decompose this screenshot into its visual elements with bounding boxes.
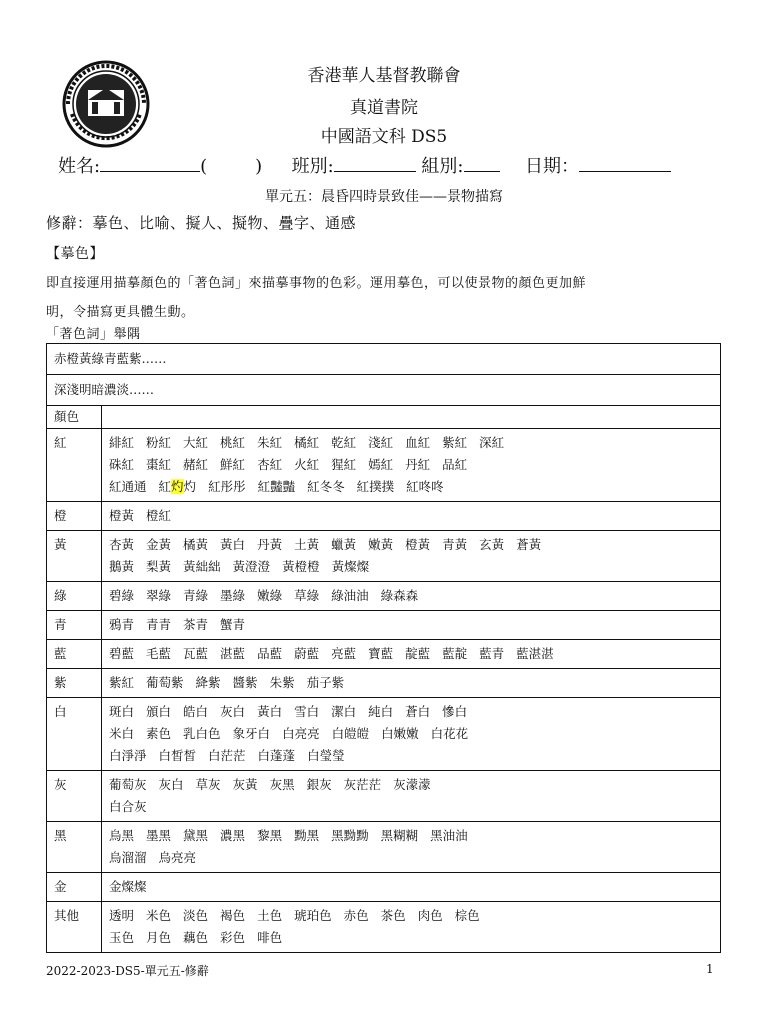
color-word: 血紅 xyxy=(405,435,431,450)
color-word: 葡萄灰 xyxy=(109,777,147,792)
color-word: 湛藍 xyxy=(220,646,246,661)
color-word: 碧綠 xyxy=(109,588,135,603)
color-word: 乳白色 xyxy=(183,726,221,741)
definition-line-1: 即直接運用描摹顏色的「著色詞」來描摹事物的色彩。運用摹色，可以使景物的顏色更加鮮 xyxy=(46,276,587,291)
color-words-cell xyxy=(102,822,721,873)
category-label: 橙 xyxy=(47,502,102,531)
footer-doc-code: 2022-2023-DS5-單元五-修辭 xyxy=(46,964,209,978)
color-word: 黑黝黝 xyxy=(331,828,369,843)
color-word: 灰茫茫 xyxy=(343,777,382,792)
name-label: 姓名: xyxy=(58,156,101,177)
color-words-cell xyxy=(102,611,721,640)
color-word: 棕色 xyxy=(454,908,480,923)
color-word: 黛黑 xyxy=(183,828,209,843)
color-word: 烏亮亮 xyxy=(158,850,197,865)
color-word: 白亮亮 xyxy=(282,726,320,741)
color-word: 慘白 xyxy=(442,704,468,719)
color-word: 黃橙橙 xyxy=(282,559,320,574)
color-word: 紅咚咚 xyxy=(406,479,444,494)
color-word: 赤色 xyxy=(343,908,369,923)
color-words-cell xyxy=(102,698,721,771)
color-word: 濃黑 xyxy=(220,828,246,843)
table-row xyxy=(47,873,721,902)
color-word: 橘紅 xyxy=(294,435,320,450)
color-word: 紫紅 xyxy=(442,435,468,450)
color-word: 斑白 xyxy=(109,704,135,719)
color-word: 橙紅 xyxy=(146,508,172,523)
row-basic-colors: 赤橙黃綠青藍紫…… xyxy=(47,344,721,375)
color-word: 土色 xyxy=(257,908,283,923)
table-row xyxy=(47,698,721,771)
color-word: 緋紅 xyxy=(109,435,135,450)
color-word: 乾紅 xyxy=(331,435,357,450)
color-words-cell xyxy=(102,531,721,582)
category-label: 白 xyxy=(47,698,102,771)
definition-line-2: 明，令描寫更具體生動。 xyxy=(46,305,195,320)
color-word: 黝黑 xyxy=(294,828,320,843)
color-word: 蠟黃 xyxy=(331,537,357,552)
color-word: 烏黑 xyxy=(109,828,135,843)
paren-close: ) xyxy=(255,156,263,177)
color-word: 黃白 xyxy=(257,704,283,719)
color-words-cell xyxy=(102,873,721,902)
color-word: 嫩綠 xyxy=(257,588,283,603)
color-word: 茶色 xyxy=(380,908,406,923)
category-label: 灰 xyxy=(47,771,102,822)
color-word: 白皙皙 xyxy=(158,748,197,763)
color-word: 象牙白 xyxy=(232,726,271,741)
color-words-cell xyxy=(102,669,721,698)
color-word: 紅通通 xyxy=(109,479,147,494)
color-words-table xyxy=(46,343,721,953)
color-word: 品藍 xyxy=(257,646,283,661)
color-words-cell xyxy=(102,582,721,611)
color-words-cell xyxy=(102,502,721,531)
unit-title: 單元五：晨昏四時景致佳——景物描寫 xyxy=(265,189,503,205)
color-words-cell xyxy=(102,429,721,502)
color-word: 褐色 xyxy=(220,908,246,923)
color-word-line xyxy=(109,534,713,556)
color-word: 月色 xyxy=(146,930,172,945)
color-word: 青青 xyxy=(146,617,172,632)
color-word: 粉紅 xyxy=(146,435,172,450)
row-shades: 深淺明暗濃淡…… xyxy=(47,375,721,406)
color-word: 梨黃 xyxy=(146,559,172,574)
color-word: 丹紅 xyxy=(405,457,431,472)
color-word: 玉色 xyxy=(109,930,135,945)
color-word: 紅冬冬 xyxy=(307,479,345,494)
color-word: 杏黃 xyxy=(109,537,135,552)
color-word: 藍青 xyxy=(479,646,505,661)
color-word: 鵝黃 xyxy=(109,559,135,574)
color-word-line xyxy=(109,476,713,498)
color-word: 灰白 xyxy=(220,704,246,719)
category-label: 其他 xyxy=(47,902,102,953)
rhetoric-list: 修辭：摹色、比喻、擬人、擬物、疊字、通感 xyxy=(46,214,357,232)
color-word: 紅灼灼 xyxy=(158,479,197,494)
student-info-fields xyxy=(58,152,671,178)
color-word-line xyxy=(109,905,713,927)
table-row xyxy=(47,669,721,698)
color-word: 灰白 xyxy=(158,777,184,792)
color-word: 蒼白 xyxy=(405,704,431,719)
color-word: 白瑩瑩 xyxy=(307,748,345,763)
class-label: 班別: xyxy=(291,156,334,177)
color-word: 朱紫 xyxy=(269,675,295,690)
color-word: 白合灰 xyxy=(109,799,147,814)
color-word: 米白 xyxy=(109,726,135,741)
color-word: 白皚皚 xyxy=(331,726,370,741)
color-word: 黃澄澄 xyxy=(232,559,271,574)
category-label: 藍 xyxy=(47,640,102,669)
color-word: 白蓬蓬 xyxy=(257,748,296,763)
table-row xyxy=(47,531,721,582)
color-word: 琥珀色 xyxy=(294,908,332,923)
color-word-line xyxy=(109,643,713,665)
color-word-line xyxy=(109,614,713,636)
color-word: 猩紅 xyxy=(331,457,357,472)
color-word: 透明 xyxy=(109,908,135,923)
color-word: 雪白 xyxy=(294,704,320,719)
color-word: 碧藍 xyxy=(109,646,135,661)
color-word: 赭紅 xyxy=(183,457,209,472)
color-word: 紅彤彤 xyxy=(208,479,246,494)
color-word-line xyxy=(109,927,713,949)
color-word: 蔚藍 xyxy=(294,646,320,661)
color-word: 藍湛湛 xyxy=(516,646,554,661)
color-word: 玄黃 xyxy=(479,537,505,552)
color-word-line xyxy=(109,454,713,476)
color-word: 白淨淨 xyxy=(109,748,147,763)
color-word: 草綠 xyxy=(294,588,320,603)
color-word: 墨綠 xyxy=(220,588,246,603)
table-row xyxy=(47,429,721,502)
color-word: 品紅 xyxy=(442,457,468,472)
category-label: 黑 xyxy=(47,822,102,873)
table-row xyxy=(47,611,721,640)
color-word: 絳紫 xyxy=(195,675,221,690)
table-row xyxy=(47,640,721,669)
color-word-line xyxy=(109,796,713,818)
color-word: 茶青 xyxy=(183,617,209,632)
color-word: 黃燦燦 xyxy=(331,559,370,574)
color-word: 灰黃 xyxy=(232,777,258,792)
color-word: 茄子紫 xyxy=(306,675,345,690)
color-word: 棗紅 xyxy=(146,457,172,472)
color-words-cell xyxy=(102,902,721,953)
color-word-line xyxy=(109,556,713,578)
color-word: 寶藍 xyxy=(368,646,394,661)
category-label: 青 xyxy=(47,611,102,640)
header-cell: 顏色 xyxy=(47,406,102,429)
color-word: 大紅 xyxy=(183,435,209,450)
color-word: 青黃 xyxy=(442,537,468,552)
color-word-line xyxy=(109,505,713,527)
color-word: 素色 xyxy=(146,726,172,741)
name-field[interactable] xyxy=(100,153,200,172)
color-word: 火紅 xyxy=(294,457,320,472)
color-word-line xyxy=(109,825,713,847)
color-word: 蟹青 xyxy=(220,617,246,632)
color-word: 橙黃 xyxy=(405,537,431,552)
footer-page-number: 1 xyxy=(706,962,714,976)
color-word: 頒白 xyxy=(146,704,172,719)
category-label: 金 xyxy=(47,873,102,902)
category-label: 紅 xyxy=(47,429,102,502)
color-word: 鮮紅 xyxy=(220,457,246,472)
color-word: 毛藍 xyxy=(146,646,172,661)
color-word: 藕色 xyxy=(183,930,209,945)
date-label: 日期： xyxy=(524,156,579,177)
color-word: 黑油油 xyxy=(430,828,468,843)
color-word-line xyxy=(109,432,713,454)
group-label: 組別: xyxy=(421,156,464,177)
color-word: 淺紅 xyxy=(368,435,394,450)
color-word: 灰濛濛 xyxy=(393,777,431,792)
table-row xyxy=(47,502,721,531)
color-word: 瓦藍 xyxy=(183,646,209,661)
color-word: 綠油油 xyxy=(331,588,369,603)
color-word: 靛藍 xyxy=(405,646,431,661)
header-empty-cell xyxy=(102,406,721,429)
color-word: 皓白 xyxy=(183,704,209,719)
section-heading: 【摹色】 xyxy=(46,246,104,262)
color-word-line xyxy=(109,701,713,723)
table-row xyxy=(47,406,721,429)
color-word-line xyxy=(109,847,713,869)
subject-title: 中國語文科 DS5 xyxy=(320,127,448,147)
color-word-line xyxy=(109,774,713,796)
color-word-line xyxy=(109,672,713,694)
color-word-line xyxy=(109,876,713,898)
color-word: 白茫茫 xyxy=(208,748,246,763)
color-word: 白嫩嫩 xyxy=(381,726,419,741)
color-words-cell xyxy=(102,771,721,822)
table-row xyxy=(47,582,721,611)
color-word: 銀灰 xyxy=(306,777,332,792)
color-word: 杏紅 xyxy=(257,457,283,472)
color-word: 土黃 xyxy=(294,537,320,552)
color-word: 朱紅 xyxy=(257,435,283,450)
color-word: 黃絀絀 xyxy=(183,559,221,574)
color-word-line xyxy=(109,723,713,745)
color-word: 金黃 xyxy=(146,537,172,552)
color-word-line xyxy=(109,745,713,767)
color-word: 彩色 xyxy=(220,930,246,945)
table-row xyxy=(47,771,721,822)
category-label: 綠 xyxy=(47,582,102,611)
color-word: 黃白 xyxy=(220,537,246,552)
color-word: 丹黃 xyxy=(257,537,283,552)
color-word: 墨黑 xyxy=(146,828,172,843)
color-word: 草灰 xyxy=(195,777,221,792)
table-row xyxy=(47,822,721,873)
table-row xyxy=(47,902,721,953)
date-field[interactable] xyxy=(579,153,671,172)
color-word-line xyxy=(109,585,713,607)
color-word: 橙黃 xyxy=(109,508,135,523)
color-word: 金燦燦 xyxy=(109,879,147,894)
color-word: 紅撲撲 xyxy=(356,479,395,494)
category-label: 黃 xyxy=(47,531,102,582)
paren-open: ( xyxy=(200,156,208,177)
color-word: 黑糊糊 xyxy=(380,828,419,843)
examples-heading: 「著色詞」舉隅 xyxy=(46,327,141,342)
table-row xyxy=(47,375,721,406)
school-name: 真道書院 xyxy=(350,98,418,118)
color-word: 深紅 xyxy=(479,435,505,450)
color-word: 純白 xyxy=(368,704,394,719)
color-word: 葡萄紫 xyxy=(146,675,184,690)
color-word: 鴉青 xyxy=(109,617,135,632)
color-word: 蒼黃 xyxy=(516,537,542,552)
color-word: 嫣紅 xyxy=(368,457,394,472)
category-label: 紫 xyxy=(47,669,102,698)
color-word: 肉色 xyxy=(417,908,443,923)
color-word: 黎黑 xyxy=(257,828,283,843)
color-word: 青綠 xyxy=(183,588,209,603)
school-org-title: 香港華人基督教聯會 xyxy=(307,66,461,86)
group-field[interactable] xyxy=(464,153,500,172)
color-word: 淡色 xyxy=(183,908,209,923)
color-word: 橘黃 xyxy=(183,537,209,552)
color-word: 嫩黃 xyxy=(368,537,394,552)
color-word: 潔白 xyxy=(331,704,357,719)
color-word: 紅豔豔 xyxy=(257,479,296,494)
color-word: 翠綠 xyxy=(146,588,172,603)
color-word: 烏溜溜 xyxy=(109,850,147,865)
color-word: 紫紅 xyxy=(109,675,135,690)
color-word: 亮藍 xyxy=(331,646,357,661)
color-word: 綠森森 xyxy=(380,588,419,603)
table-row xyxy=(47,344,721,375)
highlighted-char: 灼 xyxy=(171,479,184,494)
color-word: 灰黑 xyxy=(269,777,295,792)
color-word: 桃紅 xyxy=(220,435,246,450)
color-words-cell xyxy=(102,640,721,669)
color-word: 啡色 xyxy=(257,930,283,945)
color-word: 醬紫 xyxy=(232,675,258,690)
color-word: 白花花 xyxy=(430,726,469,741)
color-word: 硃紅 xyxy=(109,457,135,472)
class-field[interactable] xyxy=(334,153,416,172)
color-word: 米色 xyxy=(146,908,172,923)
color-word: 藍靛 xyxy=(442,646,468,661)
